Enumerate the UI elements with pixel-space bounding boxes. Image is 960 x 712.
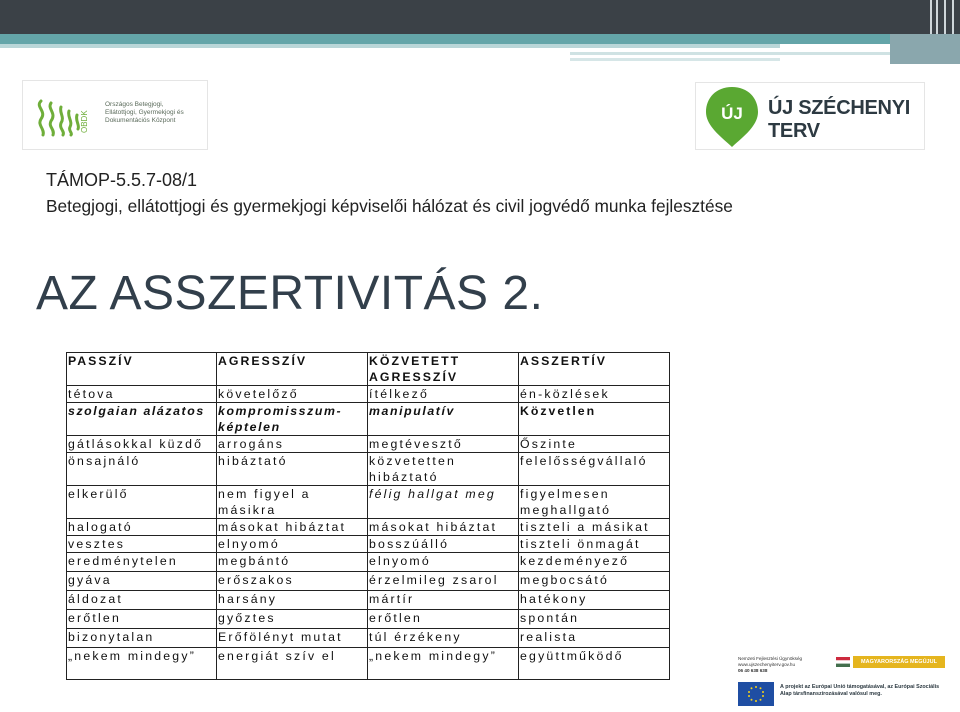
table-cell: gyáva <box>67 572 217 591</box>
table-cell: „nekem mindegy” <box>67 648 217 680</box>
szechenyi-terv-text: ÚJ SZÉCHENYI TERV <box>768 97 910 142</box>
table-cell: harsány <box>217 591 368 610</box>
table-cell: hatékony <box>519 591 670 610</box>
obdk-logo-text <box>105 101 205 125</box>
map-pin-icon <box>702 85 762 149</box>
table-cell: Őszinte <box>519 436 670 453</box>
table-cell: realista <box>519 629 670 648</box>
table-cell: önsajnáló <box>67 453 217 486</box>
table-cell: közvetetten hibáztató <box>368 453 519 486</box>
table-row <box>67 591 670 610</box>
table-row <box>67 403 670 436</box>
table-cell: megtévesztő <box>368 436 519 453</box>
table-cell: követelőző <box>217 386 368 403</box>
obdk-logo <box>22 80 208 150</box>
table-cell: ítélkező <box>368 386 519 403</box>
table-cell: tétova <box>67 386 217 403</box>
table-cell: túl érzékeny <box>368 629 519 648</box>
svg-text:ÚJ: ÚJ <box>721 104 743 123</box>
obdk-line-1: Országos Betegjogi, <box>105 101 164 108</box>
table-cell: spontán <box>519 610 670 629</box>
table-cell: kezdeményező <box>519 553 670 572</box>
accent-band <box>0 34 890 44</box>
hungarian-flag-icon <box>836 657 850 667</box>
accent-band-right <box>890 34 960 64</box>
table-row <box>67 536 670 553</box>
accent-line-3 <box>570 58 780 61</box>
header-cell: AGRESSZÍV <box>217 353 368 386</box>
table-cell: „nekem mindegy” <box>368 648 519 680</box>
table-cell: győztes <box>217 610 368 629</box>
nfu-text <box>738 656 828 674</box>
table-row <box>67 553 670 572</box>
table-cell: elnyomó <box>368 553 519 572</box>
table-cell: halogató <box>67 519 217 536</box>
nfu-phone: 06 40 638 638 <box>738 668 768 673</box>
table-row <box>67 386 670 403</box>
table-cell: szolgaian alázatos <box>67 403 217 436</box>
table-row <box>67 648 670 680</box>
magyarorszag-megujul-banner: MAGYARORSZÁG MEGÚJUL <box>853 656 945 668</box>
table-cell: vesztes <box>67 536 217 553</box>
table-cell: erőszakos <box>217 572 368 591</box>
table-cell: bosszúálló <box>368 536 519 553</box>
svg-text:OBDK: OBDK <box>80 110 89 133</box>
table-cell: én-közlések <box>519 386 670 403</box>
table-cell: mártír <box>368 591 519 610</box>
project-code: TÁMOP-5.5.7-08/1 <box>46 170 198 190</box>
table-row <box>67 519 670 536</box>
table-cell: erőtlen <box>368 610 519 629</box>
table-cell: eredménytelen <box>67 553 217 572</box>
table-cell: tiszteli önmagát <box>519 536 670 553</box>
table-cell: tiszteli a másikat <box>519 519 670 536</box>
table-cell: felelősségvállaló <box>519 453 670 486</box>
table-cell: másokat hibáztat <box>217 519 368 536</box>
table-cell: arrogáns <box>217 436 368 453</box>
table-cell: energiát szív el <box>217 648 368 680</box>
table-cell: elkerülő <box>67 486 217 519</box>
obdk-line-2: Ellátottjogi, Gyermekjogi és <box>105 109 184 116</box>
table-row <box>67 610 670 629</box>
table-row <box>67 436 670 453</box>
table-cell: nem figyel a másikra <box>217 486 368 519</box>
table-cell: félig hallgat meg <box>368 486 519 519</box>
table-cell: Erőfölényt mutat <box>217 629 368 648</box>
obdk-logo-mark-icon <box>33 93 99 139</box>
table-row <box>67 629 670 648</box>
table-cell: erőtlen <box>67 610 217 629</box>
table-cell: érzelmileg zsarol <box>368 572 519 591</box>
table-cell: áldozat <box>67 591 217 610</box>
table-header-row <box>67 353 670 386</box>
slide-title: AZ ASSZERTIVITÁS 2. <box>36 267 544 320</box>
table-cell: másokat hibáztat <box>368 519 519 536</box>
nfu-web: www.ujszechenyiterv.gov.hu <box>738 662 796 667</box>
table-cell: együttműködő <box>519 648 670 680</box>
table-cell: Közvetlen <box>519 403 670 436</box>
table-cell: hibáztató <box>217 453 368 486</box>
table-cell: megbocsátó <box>519 572 670 591</box>
obdk-line-3: Dokumentációs Központ <box>105 117 176 124</box>
top-bar <box>0 0 960 34</box>
accent-line-2 <box>570 52 890 55</box>
table-cell: gátlásokkal küzdő <box>67 436 217 453</box>
table-cell: figyelmesen meghallgató <box>519 486 670 519</box>
table-row <box>67 572 670 591</box>
table-cell: kompromisszum-képtelen <box>217 403 368 436</box>
accent-line-1 <box>0 44 780 48</box>
table-row <box>67 486 670 519</box>
eu-flag-icon <box>738 682 774 706</box>
nfu-agency: Nemzeti Fejlesztési Ügynökség <box>738 656 803 661</box>
table-cell: elnyomó <box>217 536 368 553</box>
assertiveness-table <box>66 352 670 680</box>
header-cell: ASSZERTÍV <box>519 353 670 386</box>
table-cell: megbántó <box>217 553 368 572</box>
header-cell: KÖZVETETT AGRESSZÍV <box>368 353 519 386</box>
table-row <box>67 453 670 486</box>
project-description: Betegjogi, ellátottjogi és gyermekjogi képviselői hálózat és civil jogvédő munka fejlesztése <box>46 196 733 216</box>
szechenyi-terv-logo <box>695 82 925 150</box>
top-bar-stripes <box>926 0 960 34</box>
table-cell: bizonytalan <box>67 629 217 648</box>
table-cell: manipulatív <box>368 403 519 436</box>
header-cell: PASSZÍV <box>67 353 217 386</box>
eu-funding-caption: A projekt az Európai Unió támogatásával, az Európai Szociális Alap társfinanszírozásával valósul meg. <box>780 684 940 697</box>
